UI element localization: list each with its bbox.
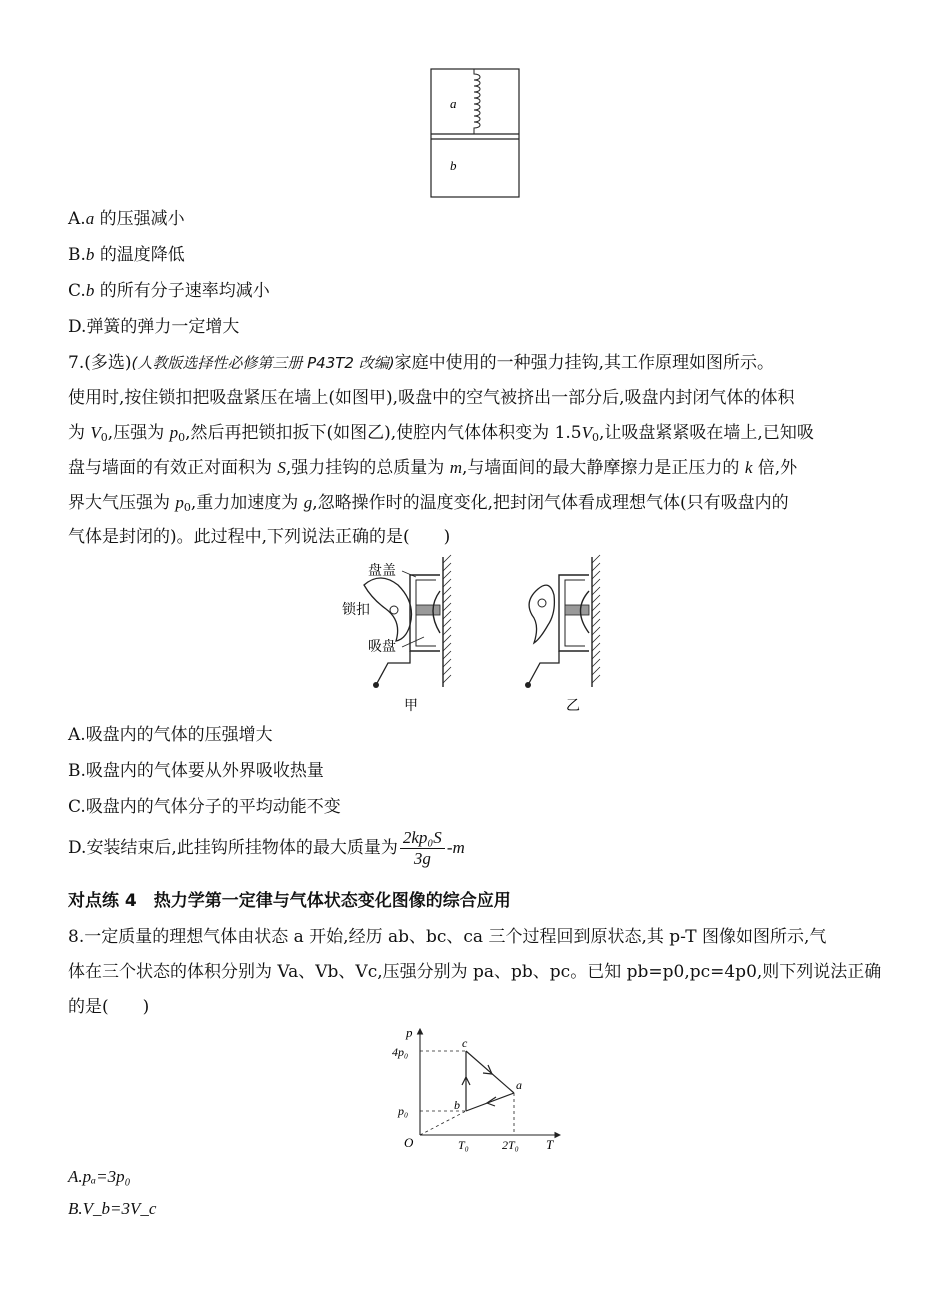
- label-cup: 吸盘: [368, 640, 396, 655]
- q7-stem-line2: 使用时,按住锁扣把吸盘紧压在墙上(如图甲),吸盘中的空气被挤出一部分后,吸盘内封闭气体的体积: [68, 388, 795, 408]
- origin-label: O: [404, 1135, 414, 1150]
- q7-option-c: C.吸盘内的气体分子的平均动能不变: [68, 797, 341, 817]
- q8-option-b: B.V_b=3V_c: [68, 1199, 157, 1218]
- suction-hook-figure: [340, 555, 620, 715]
- process-ca: [466, 1051, 514, 1093]
- axis-T-label: T: [546, 1137, 554, 1152]
- q7-option-a: A.吸盘内的气体的压强增大: [68, 725, 273, 745]
- q6-option-b: B.b 的温度降低: [68, 245, 185, 265]
- cylinder-spring-figure: [430, 68, 522, 200]
- q7-stem-line4: 盘与墙面的有效正对面积为 S,强力挂钩的总质量为 m,与墙面间的最大静摩擦力是正压力的 k 倍,外: [68, 458, 798, 478]
- q8-stem-line3: 的是( ): [68, 997, 150, 1017]
- caption-right: 乙: [566, 699, 580, 714]
- point-a: a: [516, 1078, 522, 1092]
- process-ab: [466, 1093, 514, 1111]
- label-b: b: [450, 158, 457, 173]
- p-T-graph: [392, 1025, 572, 1155]
- q7-stem-line3: 为 $V_0$,压强为 $p_0$,然后再把锁扣扳下(如图乙),使腔内气体体积变为 $1.5V_0$,让吸盘紧紧吸在墙上,已知吸: [68, 423, 814, 444]
- q7-stem-line1: 7.(多选)(人教版选择性必修第三册 P43T2 改编)家庭中使用的一种强力挂钩,其工作原理如图所示。: [68, 353, 774, 373]
- label-cover: 盘盖: [368, 564, 396, 579]
- fraction: $\frac{\text{2kp₀S}}{3g}$: [400, 828, 445, 869]
- q7-stem-line6: 气体是封闭的)。此过程中,下列说法正确的是( ): [68, 527, 451, 547]
- point-c: c: [462, 1036, 468, 1050]
- tick-p0: p₀: [398, 1104, 409, 1118]
- q6-option-d: D.弹簧的弹力一定增大: [68, 317, 240, 337]
- label-a: a: [450, 96, 457, 111]
- tick-2T0: 2T₀: [502, 1138, 519, 1152]
- q8-stem-line2: 体在三个状态的体积分别为 Va、Vb、Vc,压强分别为 pa、pb、pc。已知 pb=p0,pc=4p0,则下列说法正确: [68, 962, 882, 982]
- q7-option-d: D.安装结束后,此挂钩所挂物体的最大质量为 $\frac{\text{2kp₀S}}{3g}$ -m: [68, 828, 465, 868]
- q8-option-a: A.pₐ=3p₀: [68, 1167, 131, 1186]
- label-lock: 锁扣: [342, 603, 370, 618]
- q7-stem-line5: 界大气压强为 $p_0$,重力加速度为 g,忽略操作时的温度变化,把封闭气体看成理想气体(只有吸盘内的: [68, 493, 789, 514]
- q7-option-b: B.吸盘内的气体要从外界吸收热量: [68, 761, 324, 781]
- q6-option-c: C.b 的所有分子速率均减小: [68, 281, 270, 301]
- q8-stem-line1: 8.一定质量的理想气体由状态 a 开始,经历 ab、bc、ca 三个过程回到原状态,其 p-T 图像如图所示,气: [68, 927, 827, 947]
- q6-option-a: A.a 的压强减小: [68, 209, 185, 229]
- section-heading: 对点练 4 热力学第一定律与气体状态变化图像的综合应用: [68, 891, 511, 911]
- tick-4p0: 4p₀: [392, 1045, 409, 1059]
- tick-T0: T₀: [458, 1138, 469, 1152]
- caption-left: 甲: [404, 699, 418, 714]
- axis-p-label: p: [406, 1025, 413, 1040]
- point-b: b: [454, 1098, 460, 1112]
